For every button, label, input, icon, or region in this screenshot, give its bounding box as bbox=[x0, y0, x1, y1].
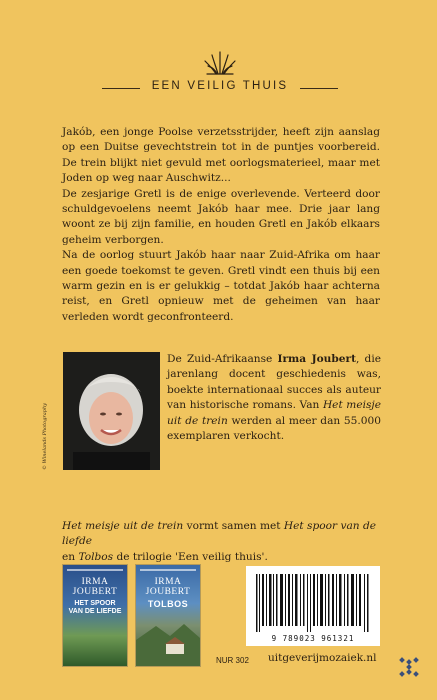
trilogy-text-fragment: en bbox=[62, 550, 79, 563]
author-bio bbox=[167, 352, 381, 444]
cover-landscape-illustration bbox=[136, 620, 200, 666]
trilogy-book-2: Het spoor van de liefde bbox=[62, 520, 377, 548]
book-cover-tolbos bbox=[135, 564, 201, 667]
cover-decoration bbox=[140, 569, 196, 571]
cover-author-last: JOUBERT bbox=[72, 587, 118, 597]
isbn-barcode bbox=[246, 566, 380, 646]
blurb-text bbox=[62, 125, 380, 325]
cover-title-line1: HET SPOOR bbox=[74, 600, 116, 607]
author-bio-text: De Zuid-Afrikaanse bbox=[167, 353, 278, 365]
cover-author-last: JOUBERT bbox=[145, 587, 191, 597]
book-cover-spoor bbox=[62, 564, 128, 667]
series-divider-right bbox=[300, 88, 338, 89]
author-photo bbox=[63, 352, 160, 470]
isbn-number: 9 789023 961321 bbox=[271, 634, 355, 643]
photo-credit: © Winelands Photography bbox=[42, 402, 48, 470]
trilogy-text-fragment: vormt samen met bbox=[183, 520, 284, 532]
barcode-bars bbox=[254, 574, 372, 632]
cover-title-line2: VAN DE LIEFDE bbox=[68, 608, 122, 615]
trilogy-text bbox=[62, 519, 392, 565]
cover-author-first: IRMA bbox=[154, 577, 182, 587]
blurb-paragraph: De zesjarige Gretl is de enige overlevende. Verteerd door schuldgevoelens neemt Jakób haar mee. Drie jaar lang woont ze bij zijn familie, en houden Gretl en Jakób elkaars geheim verborgen. bbox=[62, 187, 380, 246]
cover-title-line1: TOLBOS bbox=[147, 599, 189, 609]
author-name: Irma Joubert bbox=[277, 353, 356, 365]
trilogy-book-3: Tolbos bbox=[78, 550, 114, 563]
protea-logo-icon bbox=[203, 50, 237, 76]
book-title: Het meisje uit de trein bbox=[167, 399, 381, 427]
nur-code: NUR 302 bbox=[216, 656, 249, 665]
trilogy-text-fragment: de trilogie 'Een veilig thuis'. bbox=[113, 550, 268, 563]
blurb-paragraph: Na de oorlog stuurt Jakób haar naar Zuid-Afrika om haar een goede toekomst te geven. Gretl vindt een thuis bij een warm gezin en is er gelukkig – totdat Jakób haar achterna reist, en Gretl opnieuw met de geheimen van haar verleden wordt geconfronteerd. bbox=[62, 249, 380, 323]
mozaiek-logo-icon bbox=[398, 656, 420, 678]
author-bio-text: , die jarenlang docent geschiedenis was, boekte internationaal succes als auteur van historische romans. Van bbox=[167, 353, 381, 412]
publisher-website: uitgeverijmozaiek.nl bbox=[268, 652, 377, 664]
blurb-paragraph: Jakób, een jonge Poolse verzetsstrijder, heeft zijn aanslag op een Duitse gevechtstrein tot in de puntjes voorbereid. De trein blijkt niet gevuld met oorlogsmaterieel, maar met Joden op weg naar Auschwitz... bbox=[62, 126, 380, 185]
series-title: EEN VEILIG THUIS bbox=[151, 80, 289, 92]
trilogy-book-1: Het meisje uit de trein bbox=[62, 520, 184, 532]
cover-decoration bbox=[67, 569, 123, 571]
cover-author-first: IRMA bbox=[81, 577, 109, 587]
author-bio-text: werden al meer dan 55.000 exemplaren verkocht. bbox=[167, 414, 381, 443]
series-divider-left bbox=[102, 88, 140, 89]
